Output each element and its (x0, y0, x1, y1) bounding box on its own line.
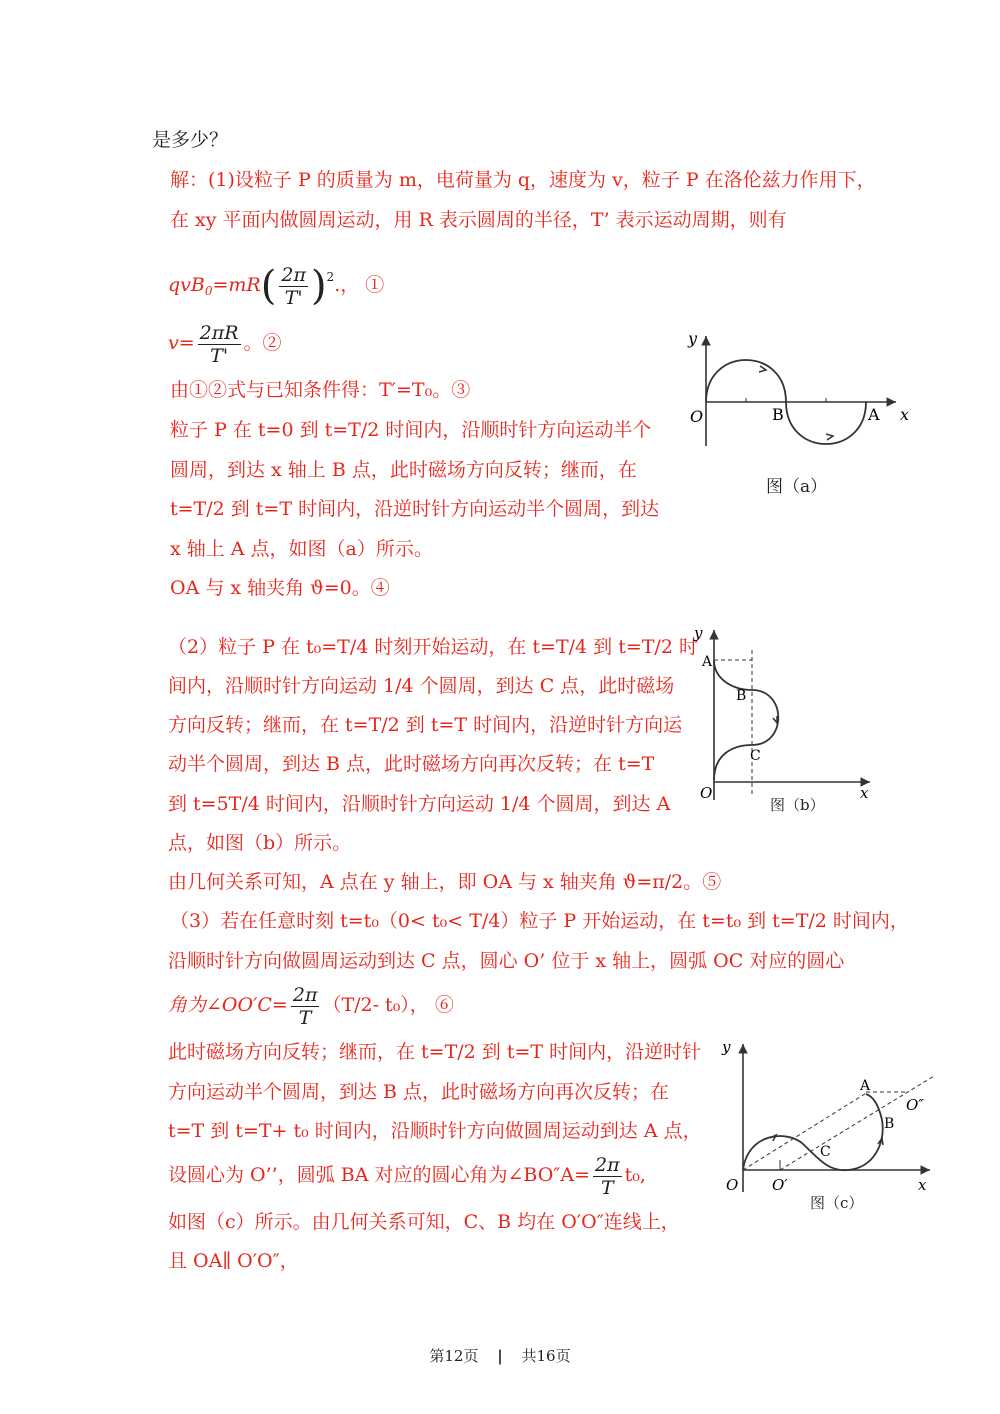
fig-b-y-label: y (694, 624, 703, 642)
footer-separator: | (497, 1347, 503, 1365)
frac-num-2: 2π (595, 1153, 620, 1176)
eq2-den: T' (210, 344, 229, 367)
frac-den-2: T (600, 1176, 614, 1199)
part2-line-5: 到 t=5T/4 时间内，沿顺时针方向运动 1/4 个圆周，到达 A (168, 793, 671, 815)
part3-line-7 (168, 1150, 646, 1200)
fig-c-x-label: x (918, 1176, 927, 1194)
eq2-mark: 。② (243, 332, 282, 354)
solution-line-6: t=T/2 到 t=T 时间内，沿逆时针方向运动半个圆周，到达 (170, 498, 660, 520)
eq1-mid: =mR (212, 274, 261, 296)
part3-line-7-head: 设圆心为 O’’，圆弧 BA 对应的圆心角为∠BO″A= (168, 1164, 591, 1186)
fig-c-origin-label: O (726, 1176, 739, 1194)
fig-a-caption: 图（a） (766, 477, 828, 497)
fig-b-point-c: C (750, 748, 761, 764)
eq1-num: 2π (281, 263, 306, 286)
part2-line-7: 由几何关系可知，A 点在 y 轴上，即 OA 与 x 轴夹角 ϑ=π/2。⑤ (168, 871, 722, 893)
eq2-num: 2πR (199, 321, 239, 344)
eq1-exp: 2 (326, 270, 335, 284)
fig-a-x-label: x (900, 405, 910, 424)
eq1-tail: .， (334, 274, 360, 296)
part2-line-4: 动半个圆周，到达 B 点，此时磁场方向再次反转；在 t=T (168, 753, 655, 775)
fig-a-y-label: y (688, 329, 698, 348)
solution-line-3: 由①②式与已知条件得：T′=T₀。③ (170, 379, 471, 401)
fig-b-point-b: B (736, 688, 747, 704)
eq1-lhs: qvB (168, 274, 205, 296)
part3-line-6: t=T 到 t=T+ t₀ 时间内，沿顺时针方向做圆周运动到达 A 点， (168, 1120, 702, 1142)
part3-line-4: 此时磁场方向反转；继而，在 t=T/2 到 t=T 时间内，沿逆时针 (168, 1041, 702, 1063)
equation-1: qvB$_0$=mR( $\frac{2\pi}{T'}$ )$^2$.， ① (168, 263, 385, 309)
question-tail: 是多少？ (152, 129, 229, 151)
fig-a-point-a: A (868, 405, 880, 424)
equation-2 (168, 318, 282, 368)
solution-line-8: OA 与 x 轴夹角 ϑ=0。④ (170, 577, 390, 599)
eq1-den: T' (284, 286, 303, 309)
part3-line-9: 且 OA∥ O′O″， (168, 1250, 299, 1272)
solution-line-2: 在 xy 平面内做圆周运动，用 R 表示圆周的半径，T’ 表示运动周期，则有 (170, 209, 787, 231)
fig-a-point-b: B (772, 405, 784, 424)
part2-line-2: 间内，沿顺时针方向运动 1/4 个圆周，到达 C 点，此时磁场 (168, 675, 675, 697)
solution-line-4: 粒子 P 在 t=0 到 t=T/2 时间内，沿顺时针方向运动半个 (170, 419, 652, 441)
figure-c (708, 1032, 948, 1236)
fig-b-origin-label: O (700, 784, 713, 802)
solution-line-7: x 轴上 A 点，如图（a）所示。 (170, 538, 433, 560)
fig-c-center-1: O′ (772, 1176, 788, 1194)
part2-line-1: （2）粒子 P 在 t₀=T/4 时刻开始运动，在 t=T/4 到 t=T/2 时 (168, 636, 698, 658)
page-footer (0, 1345, 1000, 1366)
part2-line-6: 点，如图（b）所示。 (168, 832, 352, 854)
fig-b-x-label: x (860, 784, 869, 802)
page-total: 共16页 (521, 1347, 571, 1365)
trajectory-curve (743, 1094, 883, 1170)
fig-c-y-label: y (722, 1038, 731, 1056)
page-number: 第12页 (429, 1347, 479, 1365)
part2-line-3: 方向反转；继而，在 t=T/2 到 t=T 时间内，沿逆时针方向运 (168, 714, 683, 736)
eq2-lhs: v= (168, 332, 195, 354)
frac-den: T (298, 1006, 312, 1029)
part3-line-5: 方向运动半个圆周，到达 B 点，此时磁场方向再次反转；在 (168, 1081, 670, 1103)
part3-line-8: 如图（c）所示。由几何关系可知，C、B 均在 O′O″连线上， (168, 1211, 680, 1233)
fig-b-caption: 图（b） (770, 796, 825, 814)
part3-line-2: 沿顺时针方向做圆周运动到达 C 点，圆心 O’ 位于 x 轴上，圆弧 OC 对应的圆心 (168, 950, 845, 972)
part3-line-1: （3）若在任意时刻 t=t₀（0< t₀< T/4）粒子 P 开始运动，在 t=t₀ 到 t=T/2 时间内， (170, 910, 909, 932)
figure-b (692, 620, 882, 824)
fig-a-origin-label: O (690, 407, 704, 426)
part3-line-3 (168, 980, 454, 1030)
solution-line-1: 解：(1)设粒子 P 的质量为 m，电荷量为 q，速度为 v，粒子 P 在洛伦兹力作用下， (170, 169, 876, 191)
eq1-sub: 0 (204, 284, 213, 298)
frac-num: 2π (292, 983, 318, 1006)
eq1-mark: ① (365, 274, 385, 296)
part3-line-7-tail: t₀, (624, 1164, 646, 1186)
fig-c-center-2: O″ (906, 1096, 924, 1114)
fig-c-point-c: C (820, 1144, 831, 1160)
angle-ooc: 角为∠OO′C= (168, 994, 288, 1016)
fig-c-point-b: B (884, 1116, 895, 1132)
part3-line-3-tail: （T/2- t₀）， ⑥ (322, 994, 454, 1016)
fig-c-caption: 图（c） (810, 1194, 864, 1212)
trajectory-curve (714, 660, 778, 780)
fig-b-point-a: A (702, 654, 713, 670)
solution-line-5: 圆周，到达 x 轴上 B 点，此时磁场方向反转；继而，在 (170, 459, 637, 481)
fig-c-point-a: A (860, 1078, 871, 1094)
figure-a (676, 326, 916, 510)
